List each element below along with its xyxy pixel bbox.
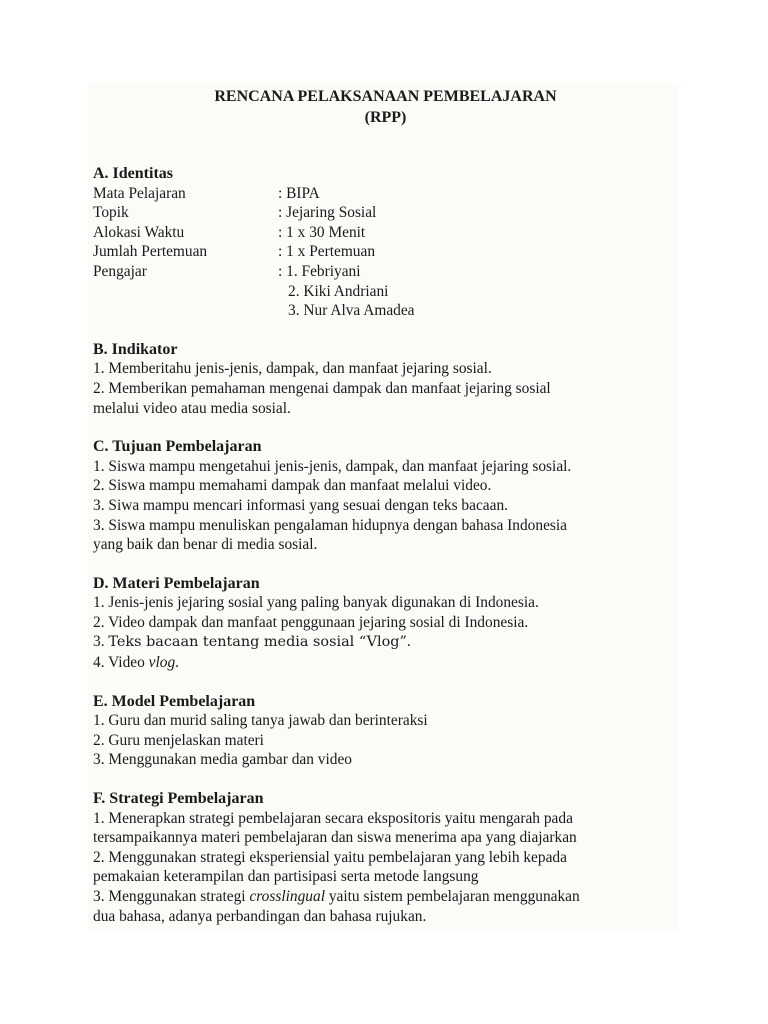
- materi-line: [93, 653, 678, 673]
- tujuan-line: yang baik dan benar di media sosial.: [93, 536, 318, 554]
- identitas-row: [93, 242, 678, 262]
- strategi-line: pemakaian keterampilan dan partisipasi serta metode langsung: [93, 868, 479, 886]
- section-heading-materi: D. Materi Pembelajaran: [93, 574, 260, 592]
- materi-line: [93, 632, 678, 653]
- section-heading-strategi: F. Strategi Pembelajaran: [93, 790, 264, 808]
- teacher-item: 2. Kiki Andriani: [288, 282, 389, 300]
- document-subtitle: (RPP): [364, 109, 407, 126]
- document-content: [93, 86, 678, 926]
- identitas-value: : 1 x 30 Menit: [278, 223, 366, 241]
- tujuan-line: 1. Siswa mampu mengetahui jenis-jenis, dampak, dan manfaat jejaring sosial.: [93, 457, 572, 475]
- materi-line-prefix: 4. Video: [93, 654, 149, 672]
- identitas-value: : 1 x Pertemuan: [278, 243, 376, 261]
- tujuan-line: 3. Siswa mampu menuliskan pengalaman hidupnya dengan bahasa Indonesia: [93, 516, 567, 534]
- strategi-line: 2. Menggunakan strategi eksperiensial yaitu pembelajaran yang lebih kepada: [93, 848, 567, 866]
- identitas-label: Mata Pelajaran: [93, 184, 186, 202]
- identitas-row: [93, 223, 678, 243]
- identitas-row: [93, 184, 678, 204]
- model-line: 3. Menggunakan media gambar dan video: [93, 751, 352, 769]
- identitas-label: Jumlah Pertemuan: [93, 243, 208, 261]
- indikator-line: melalui video atau media sosial.: [93, 399, 291, 417]
- materi-line: 2. Video dampak dan manfaat penggunaan jejaring sosial di Indonesia.: [93, 613, 529, 631]
- strategi-line: [93, 887, 678, 907]
- identitas-value: : BIPA: [278, 184, 320, 202]
- section-heading-identitas: A. Identitas: [93, 165, 174, 182]
- model-line: 1. Guru dan murid saling tanya jawab dan berinteraksi: [93, 712, 428, 730]
- materi-line: 1. Jenis-jenis jejaring sosial yang paling banyak digunakan di Indonesia.: [93, 594, 539, 612]
- identitas-row: [93, 203, 678, 223]
- indikator-line: 2. Memberikan pemahaman mengenai dampak dan manfaat jejaring sosial: [93, 379, 551, 397]
- strategi-line: dua bahasa, adanya perbandingan dan bahasa rujukan.: [93, 907, 427, 925]
- strategi-line-suffix: yaitu sistem pembelajaran menggunakan: [324, 888, 580, 905]
- model-line: 2. Guru menjelaskan materi: [93, 731, 264, 749]
- strategi-crosslingual-italic: crosslingual: [249, 888, 325, 905]
- identitas-row: [93, 262, 678, 282]
- materi-line-prefix: 3.: [93, 633, 109, 651]
- strategi-line: tersampaikannya materi pembelajaran dan siswa menerima apa yang diajarkan: [93, 829, 577, 847]
- materi-line-suffix: .: [175, 654, 180, 672]
- identitas-label: Topik: [93, 204, 129, 222]
- identitas-label: Alokasi Waktu: [93, 223, 185, 241]
- section-heading-indikator: B. Indikator: [93, 340, 178, 358]
- strategi-line-prefix: 3. Menggunakan strategi: [93, 888, 250, 905]
- tujuan-line: 2. Siswa mampu memahami dampak dan manfaat melalui video.: [93, 477, 492, 495]
- section-heading-tujuan: C. Tujuan Pembelajaran: [93, 438, 262, 456]
- identitas-table: [93, 184, 678, 321]
- identitas-value: : Jejaring Sosial: [278, 204, 377, 222]
- materi-vlog-italic: vlog: [148, 654, 176, 672]
- teacher-item: 3. Nur Alva Amadea: [288, 302, 415, 320]
- tujuan-line: 3. Siwa mampu mencari informasi yang sesuai dengan teks bacaan.: [93, 496, 508, 514]
- materi-reading-text: Teks bacaan tentang media sosial “Vlog”: [108, 634, 407, 651]
- section-heading-model: E. Model Pembelajaran: [93, 692, 256, 710]
- identitas-label: Pengajar: [93, 262, 147, 280]
- identitas-value: : 1. Febriyani: [278, 262, 361, 280]
- strategi-line: 1. Menerapkan strategi pembelajaran secara ekspositoris yaitu mengarah pada: [93, 809, 573, 827]
- indikator-line: 1. Memberitahu jenis-jenis, dampak, dan manfaat jejaring sosial.: [93, 360, 492, 378]
- document-title: RENCANA PELAKSANAAN PEMBELAJARAN: [214, 88, 557, 105]
- materi-line-suffix: .: [406, 633, 411, 651]
